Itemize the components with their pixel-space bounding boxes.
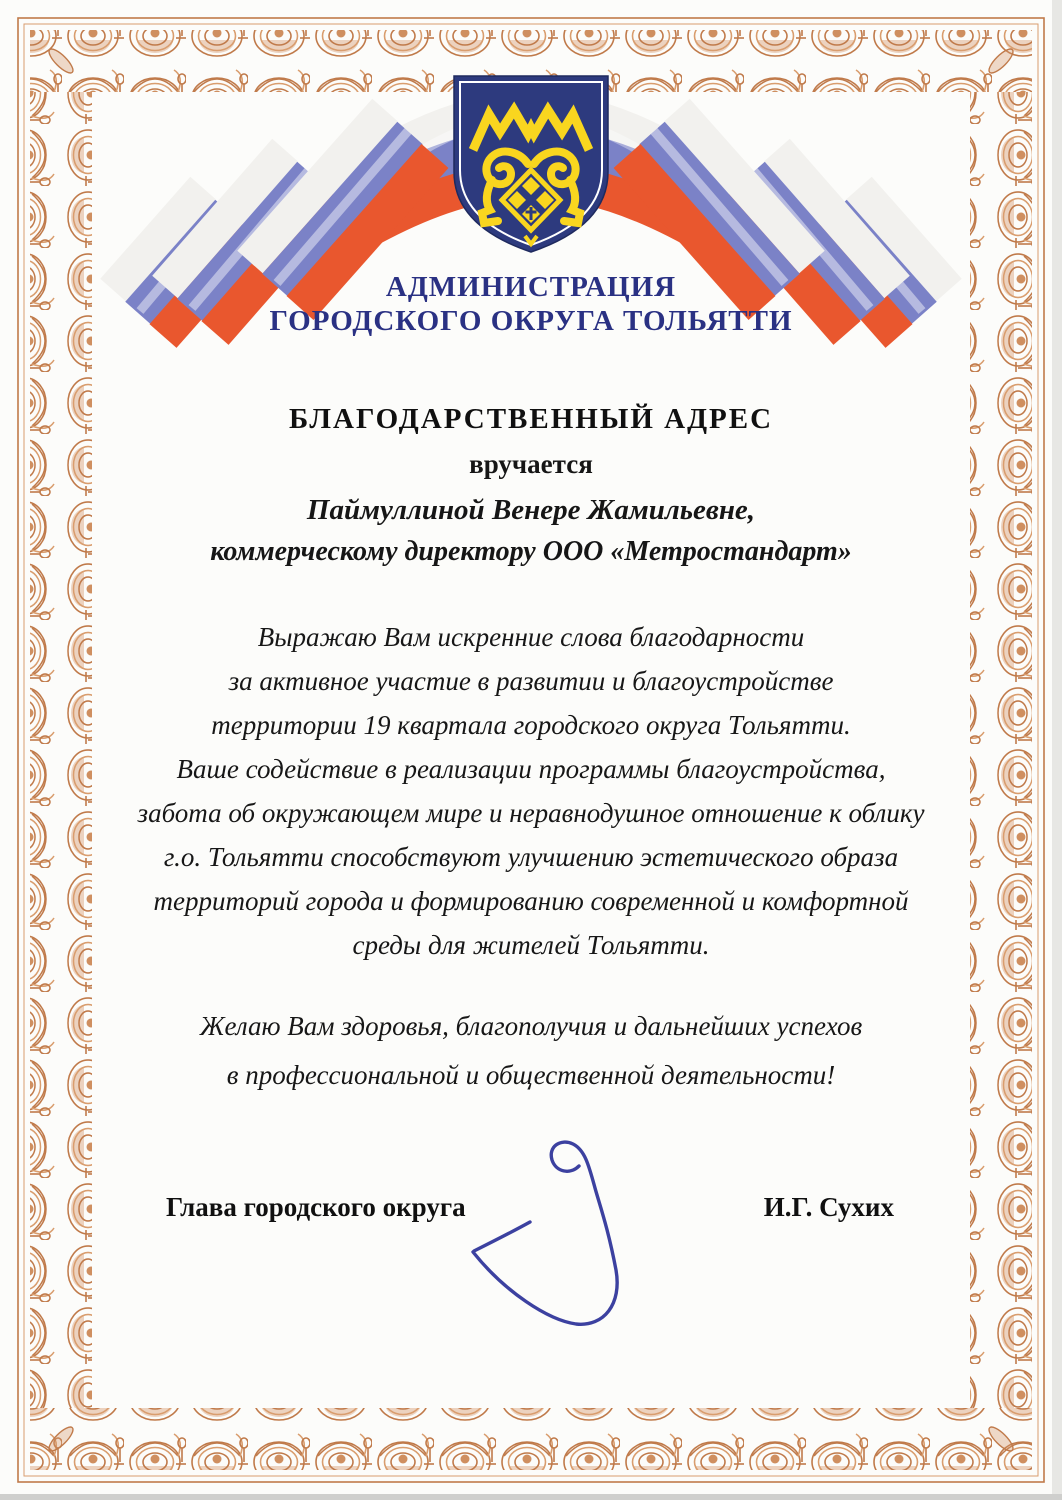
wish-line: в профессиональной и общественной деятельности! (226, 1060, 836, 1090)
coat-of-arms-icon (454, 76, 608, 252)
corner-leaf-icon (46, 1424, 76, 1454)
recipient-position: коммерческому директору ООО «Метростандарт» (210, 536, 852, 567)
corner-leaf-icon (46, 46, 76, 76)
corner-leaf-icon (986, 46, 1016, 76)
body-line: территорий города и формированию современной и комфортной (153, 886, 909, 916)
wish-paragraph (101, 1002, 961, 1100)
body-line: забота об окружающем мире и неравнодушное отношение к облику (137, 798, 925, 828)
cross-icon (526, 207, 537, 220)
body-line: за активное участие в развитии и благоустройстве (228, 666, 834, 696)
corner-leaf-icon (986, 1424, 1016, 1454)
wish-line: Желаю Вам здоровья, благополучия и дальнейших успехов (199, 1011, 863, 1041)
body-paragraph (101, 615, 961, 967)
signatory-name: И.Г. Сухих (763, 1192, 894, 1222)
signature-row (0, 1187, 1062, 1227)
org-header-line2: ГОРОДСКОГО ОКРУГА ТОЛЬЯТТИ (269, 305, 793, 337)
document-title: БЛАГОДАРСТВЕННЫЙ АДРЕС (288, 403, 774, 435)
document-subtitle: вручается (469, 449, 593, 479)
body-line: Выражаю Вам искренние слова благодарности (257, 622, 805, 652)
scan-edge (1052, 0, 1062, 1500)
body-line: г.о. Тольятти способствуют улучшению эстетического образа (163, 842, 899, 872)
handwritten-signature (473, 1142, 617, 1324)
body-line: территории 19 квартала городского округа Тольятти. (211, 710, 851, 740)
scan-edge (0, 1494, 1062, 1500)
signatory-position-label: Глава городского округа (166, 1192, 466, 1222)
org-header-line1: АДМИНИСТРАЦИЯ (385, 271, 677, 303)
body-line: среды для жителей Тольятти. (352, 930, 710, 960)
body-line: Ваше содействие в реализации программы благоустройства, (176, 754, 886, 784)
recipient-name: Паймуллиной Венере Жамильевне, (306, 494, 756, 526)
